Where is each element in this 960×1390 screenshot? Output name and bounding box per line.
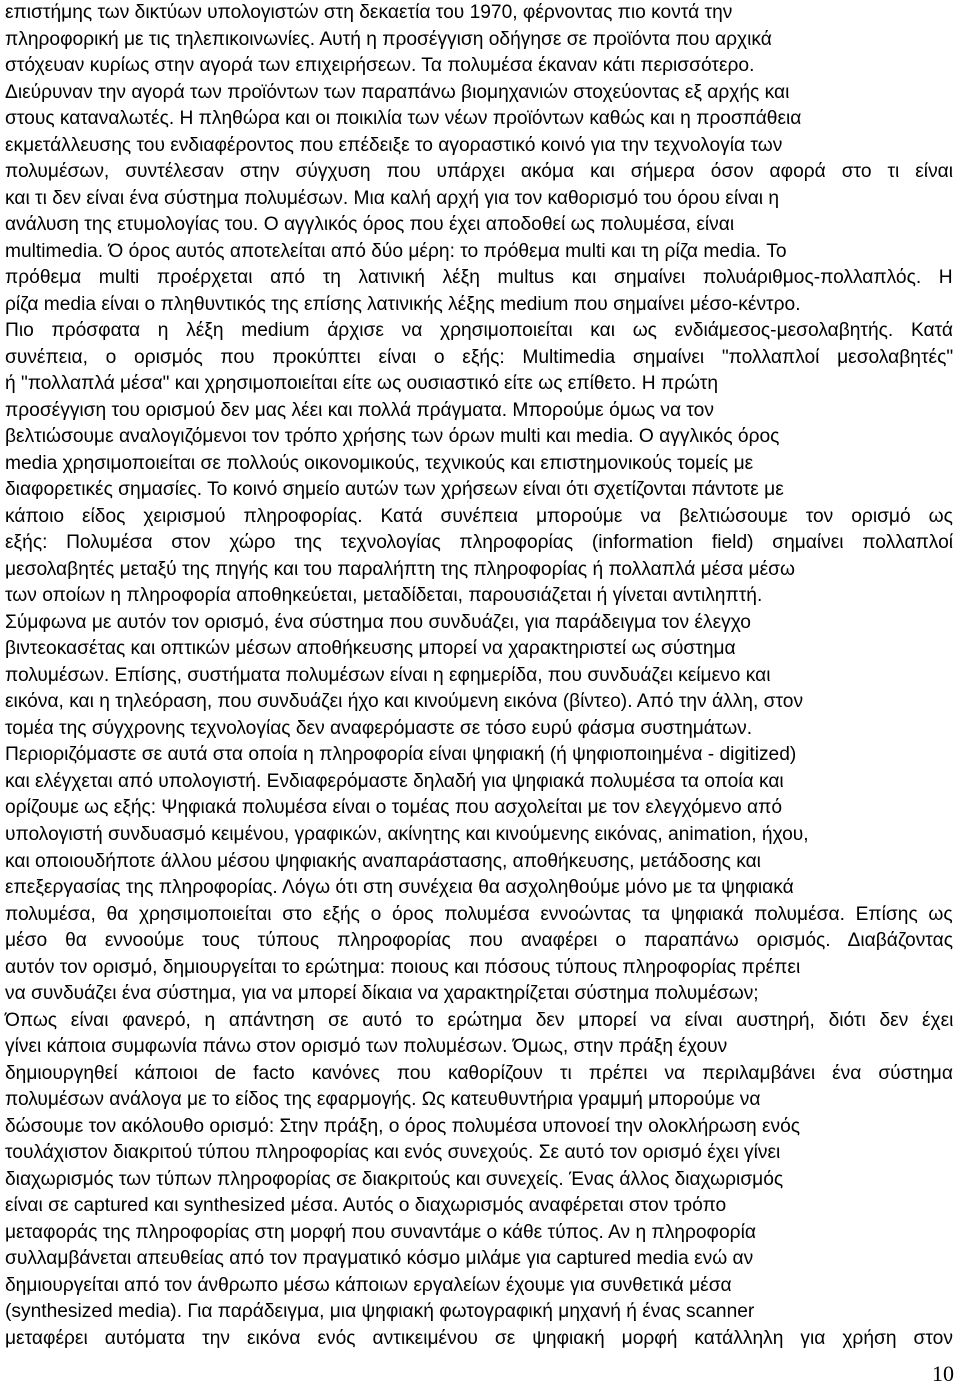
text-line: media χρησιμοποιείται σε πολλούς οικονομικούς, τεχνικούς και επιστημονικούς τομείς με [5,452,754,474]
page-number: 10 [932,1361,954,1386]
text-line: Πιο πρόσφατα η λέξη medium άρχισε να χρησιμοποιείται και ως ενδιάμεσος-μεσολαβητής. Κατά [5,320,954,342]
text-line: πολυμέσα, θα χρησιμοποιείται στο εξής ο όρος πολυμέσα εννοώντας τα ψηφιακά πολυμέσα. Επίσης ως [5,903,953,925]
text-line: επεξεργασίας της πληροφορίας. Λόγω ότι στη συνέχεια θα ασχοληθούμε μόνο με τα ψηφιακά [5,877,794,899]
text-line: Όπως είναι φανερό, η απάντηση σε αυτό το ερώτημα δεν μπορεί να είναι αυστηρή, διότι δεν έχει [5,1009,954,1031]
text-line: και οποιουδήποτε άλλου μέσου ψηφιακής αναπαράστασης, αποθήκευσης, μετάδοσης και [5,850,761,872]
text-line: τουλάχιστον διακριτού τύπου πληροφορίας και ενός συνεχούς. Σε αυτό τον ορισμό έχει γίνει [5,1142,781,1164]
text-line: είναι σε captured και synthesized μέσα. Αυτός ο διαχωρισμός αναφέρεται στον τρόπο [5,1195,727,1217]
text-line: επιστήμης των δικτύων υπολογιστών στη δεκαετία του 1970, φέρνοντας πιο κοντά την [5,2,733,23]
text-line: δημιουργείται από τον άνθρωπο μέσω κάποιων εργαλείων έχουμε για συνθετικά μέσα [5,1274,732,1296]
text-line: Σύμφωνα με αυτόν τον ορισμό, ένα σύστημα που συνδυάζει, για παράδειγμα τον έλεγχο [5,611,751,633]
text-line: των οποίων η πληροφορία αποθηκεύεται, μεταδίδεται, παρουσιάζεται ή γίνεται αντιληπτή. [5,585,763,607]
text-line: τομέα της σύγχρονης τεχνολογίας δεν αναφερόμαστε σε τόσο ευρύ φάσμα συστημάτων. [5,717,753,739]
text-line: συνέπεια, ο ορισμός που προκύπτει είναι ο εξής: Multimedia σημαίνει "πολλαπλοί μεσολαβητές" [5,346,954,368]
text-line: μεσολαβητές μεταξύ της πηγής και του παραλήπτη της πληροφορίας ή πολλαπλά μέσα μέσω [5,558,795,580]
text-line: μεταφέρει αυτόματα την εικόνα ενός αντικειμένου σε ψηφιακή μορφή κατάλληλη για χρήση στον [5,1327,953,1349]
text-line: υπολογιστή συνδυασμό κειμένου, γραφικών, ακίνητης και κινούμενης εικόνας, animation, ήχου, [5,823,809,845]
text-line: πληροφορική με τις τηλεπικοινωνίες. Αυτή η προσέγγιση οδήγησε σε προϊόντα που αρχικά [5,28,772,50]
text-line: προσέγγιση του ορισμού δεν μας λέει και πολλά πράγματα. Μπορούμε όμως να τον [5,399,714,421]
text-line: (synthesized media). Για παράδειγμα, μια ψηφιακή φωτογραφική μηχανή ή ένας scanner [5,1301,755,1323]
text-line: multimedia. Ό όρος αυτός αποτελείται από δύο μέρη: το πρόθεμα multi και τη ρίζα media. Το [5,240,787,262]
text-line: πρόθεμα multi προέρχεται από τη λατινική λέξη multus και σημαίνει πολυάριθμος-πολλαπλός. Η [5,267,953,289]
body-text [5,0,953,1352]
text-line: συλλαμβάνεται απευθείας από τον πραγματικό κόσμο μιλάμε για captured media ενώ αν [5,1248,754,1270]
text-line: δώσουμε τον ακόλουθο ορισμό: Στην πράξη, ο όρος πολυμέσα υπονοεί την ολοκλήρωση ενός [5,1115,801,1137]
text-line: μεταφοράς της πληροφορίας στη μορφή που συναντάμε ο κάθε τύπος. Αν η πληροφορία [5,1221,756,1243]
text-line: στόχευαν κυρίως στην αγορά των επιχειρήσεων. Τα πολυμέσα έκαναν κάτι περισσότερο. [5,55,755,77]
text-line: πολυμέσων ανάλογα με το είδος της εφαρμογής. Ως κατευθυντήρια γραμμή μπορούμε να [5,1089,761,1111]
text-line: στους καταναλωτές. Η πληθώρα και οι ποικιλία των νέων προϊόντων καθώς και η προσπάθεια [5,108,802,130]
text-line: ή "πολλαπλά μέσα" και χρησιμοποιείται είτε ως ουσιαστικό είτε ως επίθετο. Η πρώτη [5,373,719,395]
text-line: εξής: Πολυμέσα στον χώρο της τεχνολογίας πληροφορίας (information field) σημαίνει πολλαπλοί [5,532,954,554]
text-line: διαφορετικές σημασίες. Το κοινό σημείο αυτών των χρήσεων είναι ότι σχετίζονται πάντοτε με [5,479,784,501]
text-line: ρίζα media είναι ο πληθυντικός της επίσης λατινικής λέξης medium που σημαίνει μέσο-κέντρο. [5,293,801,315]
text-line: πολυμέσων, συντέλεσαν στην σύγχυση που υπάρχει ακόμα και σήμερα όσον αφορά στο τι είναι [5,161,954,183]
text-line: και ελέγχεται από υπολογιστή. Ενδιαφερόμαστε δηλαδή για ψηφιακά πολυμέσα τα οποία και [5,770,784,792]
text-line: πολυμέσων. Επίσης, συστήματα πολυμέσων είναι η εφημερίδα, που συνδυάζει κείμενο και [5,664,771,686]
text-line: αυτόν τον ορισμό, δημιουργείται το ερώτημα: ποιους και πόσους τύπους πληροφορίας πρέπει [5,956,801,978]
text-line: και τι δεν είναι ένα σύστημα πολυμέσων. Μια καλή αρχή για τον καθορισμό του όρου είναι η [5,187,780,209]
text-line: ορίζουμε ως εξής: Ψηφιακά πολυμέσα είναι ο τομέας που ασχολείται με τον ελεγχόμενο από [5,797,783,819]
text-line: γίνει κάποια συμφωνία πάνω στον ορισμό των πολυμέσων. Όμως, στην πράξη έχουν [5,1036,728,1058]
text-line: κάποιο είδος χειρισμού πληροφορίας. Κατά συνέπεια μπορούμε να βελτιώσουμε τον ορισμό ως [5,505,953,527]
text-line: Περιοριζόμαστε σε αυτά στα οποία η πληροφορία είναι ψηφιακή (ή ψηφιοποιημένα - digitized) [5,744,797,766]
text-line: βελτιώσουμε αναλογιζόμενοι τον τρόπο χρήσης των όρων multi και media. Ο αγγλικός όρος [5,426,780,448]
text-line: διαχωρισμός των τύπων πληροφορίας σε διακριτούς και συνεχείς. Ένας άλλος διαχωρισμός [5,1168,784,1190]
text-line: βιντεοκασέτας και οπτικών μέσων αποθήκευσης μπορεί να χαρακτηριστεί ως σύστημα [5,638,736,660]
text-line: ανάλυση της ετυμολογίας του. Ο αγγλικός όρος που έχει αποδοθεί ως πολυμέσα, είναι [5,214,735,236]
text-line: Διεύρυναν την αγορά των προϊόντων των παραπάνω βιομηχανιών στοχεύοντας εξ αρχής και [5,81,790,103]
text-line: να συνδυάζει ένα σύστημα, για να μπορεί δίκαια να χαρακτηρίζεται σύστημα πολυμέσων; [5,983,759,1005]
text-line: εικόνα, και η τηλεόραση, που συνδυάζει ήχο και κινούμενη εικόνα (βίντεο). Από την άλλη, στον [5,691,804,713]
text-line: δημιουργηθεί κάποιοι de facto κανόνες που καθορίζουν τι πρέπει να περιλαμβάνει ένα σύστημα [5,1062,953,1084]
text-line: εκμετάλλευσης του ενδιαφέροντος που επέδειξε το αγοραστικό κοινό για την τεχνολογία των [5,134,783,156]
text-line: μέσο θα εννοούμε τους τύπους πληροφορίας που αναφέρει ο παραπάνω ορισμός. Διαβάζοντας [5,930,953,952]
